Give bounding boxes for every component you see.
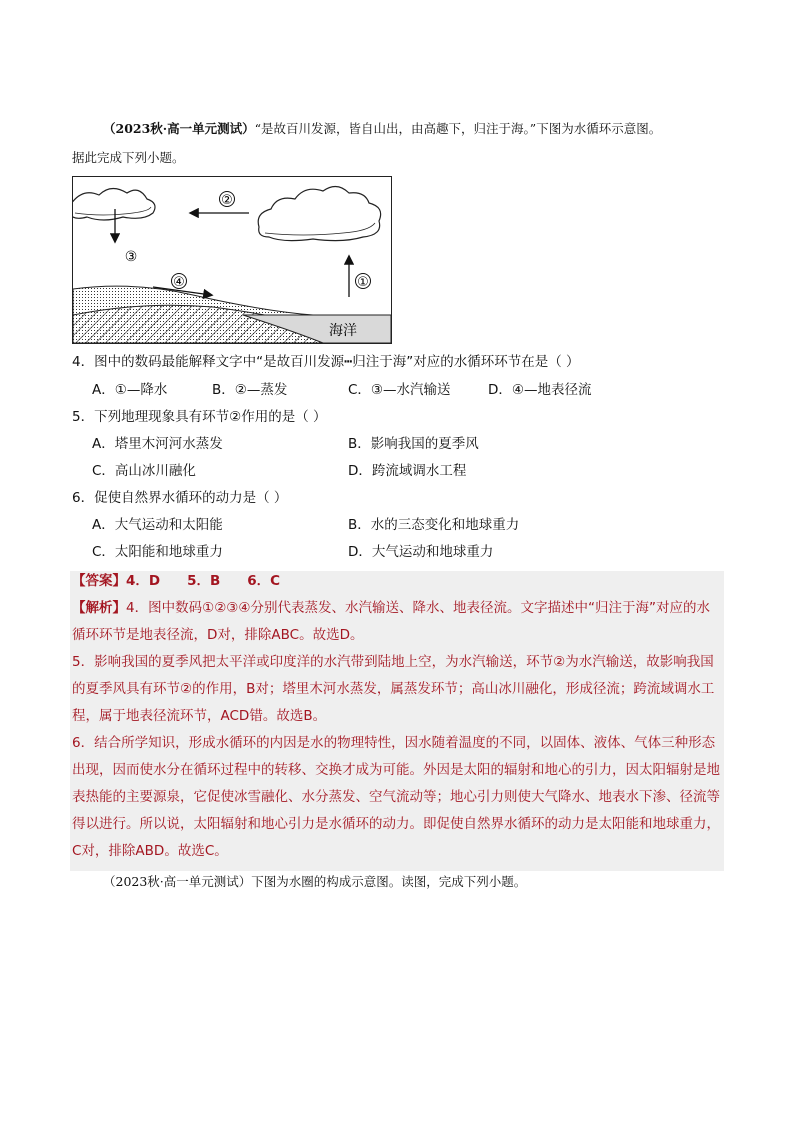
q4-option-b: B．②—蒸发 xyxy=(212,382,288,398)
q4-option-c: C．③—水汽输送 xyxy=(348,382,451,398)
intro-quote: “是故百川发源，皆自山出，由高趣下，归注于海。”下图为水循环示意图。 xyxy=(254,121,662,136)
q4-option-d: D．④—地表径流 xyxy=(488,382,592,398)
analysis-q4-text: 4．图中数码①②③④分别代表蒸发、水汽输送、降水、地表径流。文字描述中“归注于海”对应的水循环环节是地表径流，D对，排除ABC。故选D。 xyxy=(72,600,710,643)
analysis-q5: 5．影响我国的夏季风把太平洋或印度洋的水汽带到陆地上空，为水汽输送，环节②为水汽输送，故影响我国的夏季风具有环节②的作用，B对；塔里木河水蒸发，属蒸发环节；高山冰川融化，形成径流；跨流域调水工程，属于地表径流环节，ACD错。故选B。 xyxy=(72,654,715,724)
q5-option-b: B．影响我国的夏季风 xyxy=(348,436,479,452)
q5-option-d: D．跨流域调水工程 xyxy=(348,463,467,479)
intro-source: （2023秋·高一单元测试） xyxy=(103,121,255,136)
analysis-tag: 【解析】 xyxy=(72,600,126,616)
q4-option-a: A．①—降水 xyxy=(92,382,168,398)
label-1: ① xyxy=(357,275,369,290)
intro-line-1 xyxy=(103,119,661,139)
question-6-stem: 6．促使自然界水循环的动力是（ ） xyxy=(72,490,288,506)
analysis-q4 xyxy=(72,595,722,649)
question-5-stem: 5．下列地理现象具有环节②作用的是（ ） xyxy=(72,409,327,425)
answer-tag: 【答案】 xyxy=(72,573,126,589)
q6-option-c: C．太阳能和地球重力 xyxy=(92,544,223,560)
water-cycle-diagram xyxy=(72,176,392,344)
answer-line xyxy=(72,568,722,595)
label-2: ② xyxy=(221,193,233,208)
left-cloud xyxy=(73,188,155,220)
q6-option-b: B．水的三态变化和地球重力 xyxy=(348,517,520,533)
right-cloud xyxy=(258,186,380,240)
q5-option-c: C．高山冰川融化 xyxy=(92,463,196,479)
water-cycle-figure xyxy=(73,177,391,343)
answer-text: 4．D 5．B 6．C xyxy=(126,573,281,589)
label-4: ④ xyxy=(173,275,185,290)
intro-line-2: 据此完成下列小题。 xyxy=(72,150,185,165)
q6-option-d: D．大气运动和地球重力 xyxy=(348,544,494,560)
q6-option-a: A．大气运动和太阳能 xyxy=(92,517,223,533)
ocean-label: 海洋 xyxy=(329,323,357,339)
question-4-stem: 4．图中的数码最能解释文字中“是故百川发源┅归注于海”对应的水循环环节在是（ ） xyxy=(72,354,580,370)
analysis-q6: 6．结合所学知识，形成水循环的内因是水的物理特性，因水随着温度的不同，以固体、液体、气体三种形态出现，因而使水分在循环过程中的转移、交换才成为可能。外因是太阳的辐射和地心的引力，因太阳辐射是地表热能的主要源泉，它促使冰雪融化、水分蒸发、空气流动等；地心引力则使大气降水、地表水下渗、径流等得以进行。所以说，太阳辐射和地心引力是水循环的动力。即促使自然界水循环的动力是太阳能和地球重力，C对，排除ABD。故选C。 xyxy=(72,735,720,859)
q5-option-a: A．塔里木河河水蒸发 xyxy=(92,436,223,452)
intro-2: （2023秋·高一单元测试）下图为水圈的构成示意图。读图，完成下列小题。 xyxy=(103,874,527,889)
label-3: ③ xyxy=(124,249,138,265)
